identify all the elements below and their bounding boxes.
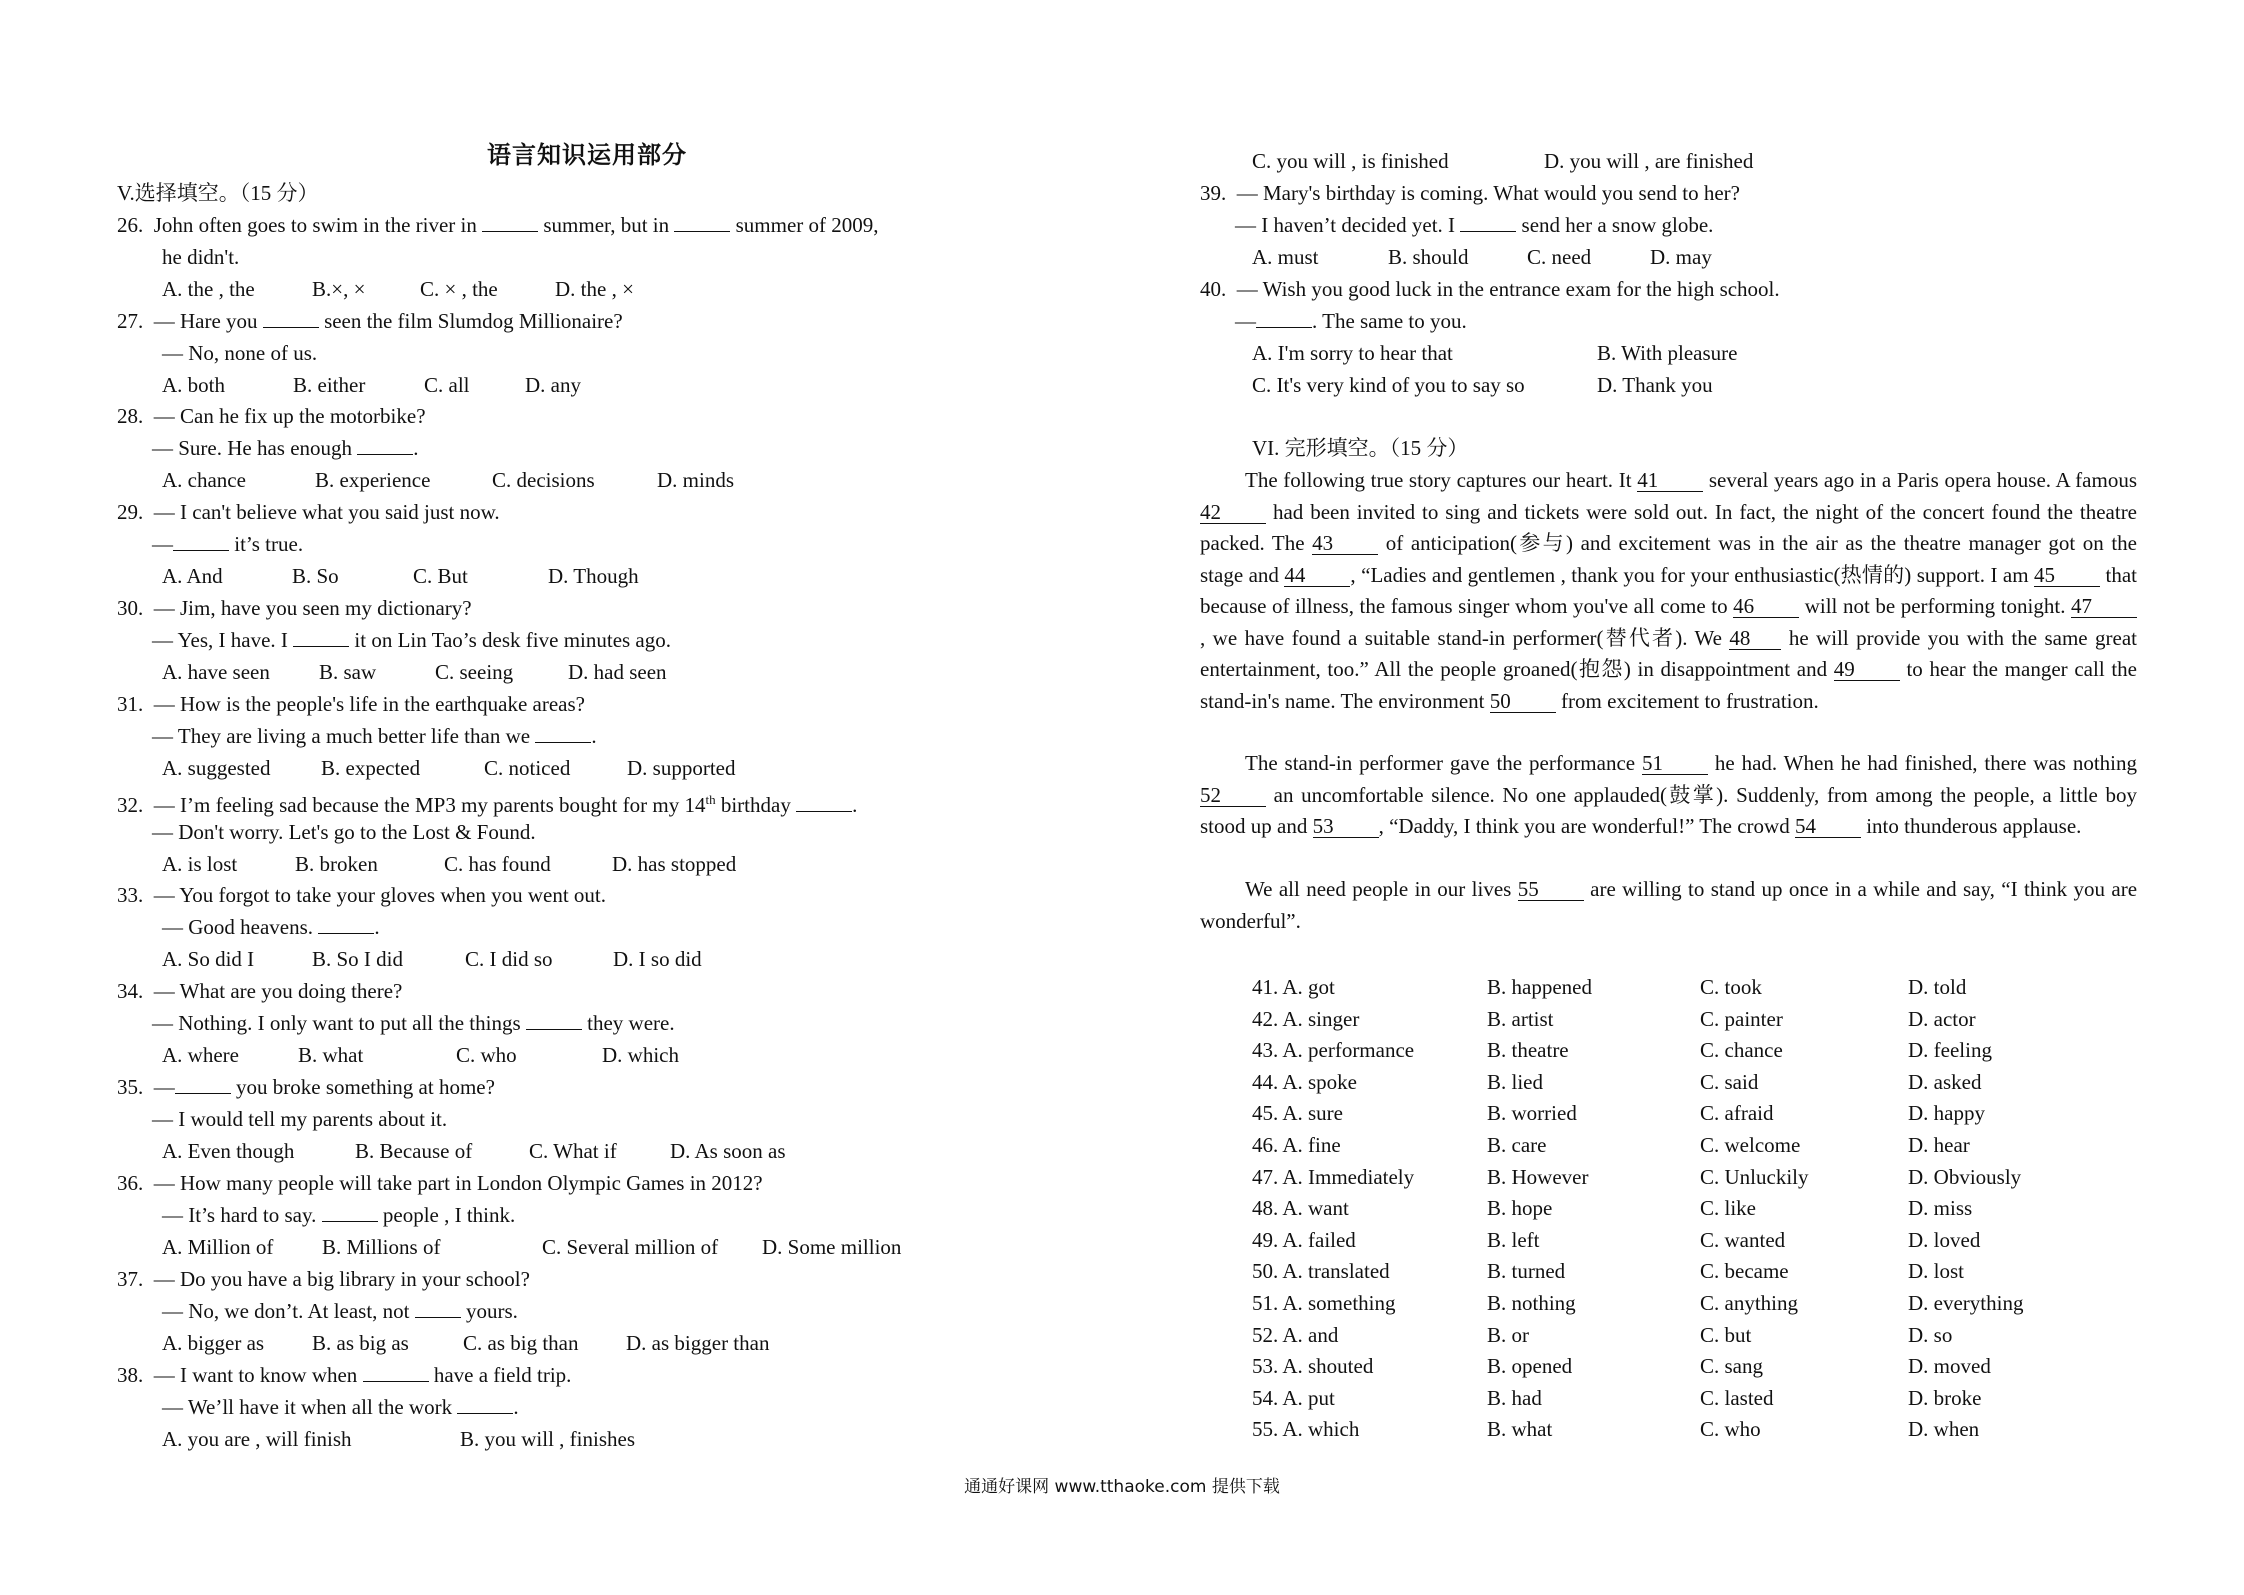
cloze-option: B. or <box>1487 1322 1529 1347</box>
cloze-option: C. welcome <box>1700 1133 1801 1157</box>
cloze-option-row <box>1200 1354 2100 1380</box>
cloze-option: 54. A. put <box>1252 1385 1335 1410</box>
cloze-option: D. Obviously <box>1908 1164 2022 1189</box>
cloze-option-row <box>1200 1259 2100 1285</box>
cloze-option: 44. A. spoke <box>1252 1069 1357 1094</box>
section-vi-heading: VI. 完形填空。（15 分） <box>1252 436 1469 460</box>
question-39: 39. — Mary's birthday is coming. What would you send to her? <box>1200 181 1740 205</box>
cloze-option: B. had <box>1487 1385 1542 1410</box>
cloze-option-row <box>1200 1101 2100 1127</box>
cloze-option: B. artist <box>1487 1006 1554 1031</box>
question-27: 27. — Hare you seen the film Slumdog Millionaire? <box>117 309 623 333</box>
cloze-option: B. theatre <box>1487 1038 1569 1063</box>
cloze-option: C. who <box>1700 1417 1761 1442</box>
cloze-option: D. so <box>1908 1322 1953 1347</box>
cloze-option: 53. A. shouted <box>1252 1354 1374 1379</box>
cloze-option: B. lied <box>1487 1069 1543 1094</box>
cloze-option-row <box>1200 1196 2100 1222</box>
cloze-option: B. However <box>1487 1164 1589 1189</box>
cloze-option: C. said <box>1700 1069 1759 1094</box>
cloze-option: C. chance <box>1700 1038 1783 1063</box>
cloze-option: 43. A. performance <box>1252 1038 1415 1063</box>
cloze-option: 48. A. want <box>1252 1196 1349 1221</box>
question-37: 37. — Do you have a big library in your school? <box>117 1267 530 1291</box>
cloze-option: 45. A. sure <box>1252 1101 1343 1126</box>
cloze-option-row <box>1200 1007 2100 1033</box>
cloze-option-row <box>1200 1417 2100 1443</box>
cloze-option: D. broke <box>1908 1385 1982 1410</box>
cloze-option: B. worried <box>1487 1101 1577 1126</box>
cloze-option: B. what <box>1487 1417 1553 1442</box>
question-36: 36. — How many people will take part in London Olympic Games in 2012? <box>117 1171 763 1195</box>
cloze-option: B. nothing <box>1487 1291 1576 1315</box>
section-v-heading: V.选择填空。（15 分） <box>117 181 319 205</box>
question-31: 31. — How is the people's life in the earthquake areas? <box>117 692 585 716</box>
cloze-option: C. anything <box>1700 1291 1798 1315</box>
cloze-option: B. opened <box>1487 1354 1573 1379</box>
cloze-option-row <box>1200 1165 2100 1191</box>
cloze-option: B. left <box>1487 1227 1540 1252</box>
cloze-option: 50. A. translated <box>1252 1259 1390 1284</box>
cloze-paragraph-3: We all need people in our lives 55 are willing to stand up once in a while and say, “I think you are wonderful”. <box>1200 877 2138 933</box>
cloze-option: B. turned <box>1487 1259 1566 1284</box>
cloze-option: D. asked <box>1908 1069 1982 1094</box>
cloze-paragraph-1: The following true story captures our heart. It 41 several years ago in a Paris opera house. A famous 42 had been invited to sing and tickets were sold out. In fact, the night of the concert found the theatre packed. The 43 of anticipation(参与) and excitement was in the air as the theatre manager got on the stage and 44 , “Ladies and gentlemen , thank you for your enthusiastic(热情的) support. I am 45 that because of illness, the famous singer whom you've all come to 46 will not be performing tonight. 47, we have found a suitable stand-in performer(替代者). We 48 he will provide you with the same great entertainment, too.” All the people groaned(抱怨) in disappointment and 49 to hear the manger call the stand-in's name. The environment 50 from excitement to frustration. <box>1200 468 2138 713</box>
cloze-option: B. hope <box>1487 1196 1553 1221</box>
question-26-cont: he didn't. <box>162 245 240 269</box>
cloze-option: C. like <box>1700 1196 1756 1221</box>
cloze-option: D. feeling <box>1908 1038 1992 1063</box>
cloze-option: 52. A. and <box>1252 1322 1339 1347</box>
cloze-option: D. moved <box>1908 1354 1991 1379</box>
cloze-option-row <box>1200 1133 2100 1159</box>
cloze-option: B. care <box>1487 1133 1547 1157</box>
cloze-paragraph-2: The stand-in performer gave the performance 51 he had. When he had finished, there was nothing 52 an uncomfortable silence. No one applauded(鼓掌). Suddenly, from among the people, a little boy stood up and 53 , “Daddy, I think you are wonderful!” The crowd 54 into thunderous applause. <box>1200 751 2138 838</box>
question-35: 35. — you broke something at home? <box>117 1075 495 1099</box>
cloze-option: C. painter <box>1700 1006 1783 1031</box>
page-title: 语言知识运用部分 <box>487 143 687 169</box>
question-28: 28. — Can he fix up the motorbike? <box>117 404 426 428</box>
cloze-option-row <box>1200 1038 2100 1064</box>
cloze-option: 47. A. Immediately <box>1252 1164 1415 1189</box>
question-26: 26. John often goes to swim in the river in summer, but in summer of 2009, <box>117 213 879 237</box>
cloze-option-row <box>1200 1323 2100 1349</box>
question-40: 40. — Wish you good luck in the entrance exam for the high school. <box>1200 277 1780 301</box>
footer: 通通好课网 www.tthaoke.com 提供下载 <box>964 1477 1280 1497</box>
cloze-option: B. happened <box>1487 975 1592 999</box>
cloze-option: C. Unluckily <box>1700 1164 1809 1189</box>
cloze-option: C. but <box>1700 1322 1752 1347</box>
cloze-option: 55. A. which <box>1252 1417 1360 1442</box>
cloze-option: 51. A. something <box>1252 1291 1396 1315</box>
question-29: 29. — I can't believe what you said just now. <box>117 500 500 524</box>
cloze-option: C. took <box>1700 975 1762 999</box>
cloze-option: 42. A. singer <box>1252 1006 1360 1031</box>
cloze-option: D. hear <box>1908 1133 1970 1157</box>
question-32: 32. — I’m feeling sad because the MP3 my parents bought for my 14th birthday . <box>117 792 858 817</box>
question-38: 38. — I want to know when have a field trip. <box>117 1363 572 1387</box>
cloze-option-row <box>1200 1228 2100 1254</box>
cloze-option: C. lasted <box>1700 1385 1774 1410</box>
cloze-option-row <box>1200 975 2100 1001</box>
cloze-option: 49. A. failed <box>1252 1227 1356 1252</box>
cloze-option-row <box>1200 1070 2100 1096</box>
cloze-option: D. when <box>1908 1417 1980 1442</box>
cloze-option: D. told <box>1908 975 1967 999</box>
cloze-option: C. sang <box>1700 1354 1763 1379</box>
cloze-option-row <box>1200 1386 2100 1412</box>
cloze-option: D. lost <box>1908 1259 1965 1284</box>
question-30: 30. — Jim, have you seen my dictionary? <box>117 596 472 620</box>
cloze-option: 46. A. fine <box>1252 1133 1341 1157</box>
question-34: 34. — What are you doing there? <box>117 979 403 1003</box>
cloze-option: C. afraid <box>1700 1101 1774 1126</box>
cloze-option: 41. A. got <box>1252 975 1335 999</box>
cloze-option-row <box>1200 1291 2100 1317</box>
cloze-option: D. everything <box>1908 1291 2024 1315</box>
cloze-option: D. actor <box>1908 1006 1976 1031</box>
question-33: 33. — You forgot to take your gloves when you went out. <box>117 883 606 907</box>
cloze-option: D. loved <box>1908 1227 1981 1252</box>
cloze-option: C. became <box>1700 1259 1789 1284</box>
cloze-option: C. wanted <box>1700 1227 1786 1252</box>
cloze-option: D. miss <box>1908 1196 1973 1221</box>
cloze-option: D. happy <box>1908 1101 1985 1126</box>
